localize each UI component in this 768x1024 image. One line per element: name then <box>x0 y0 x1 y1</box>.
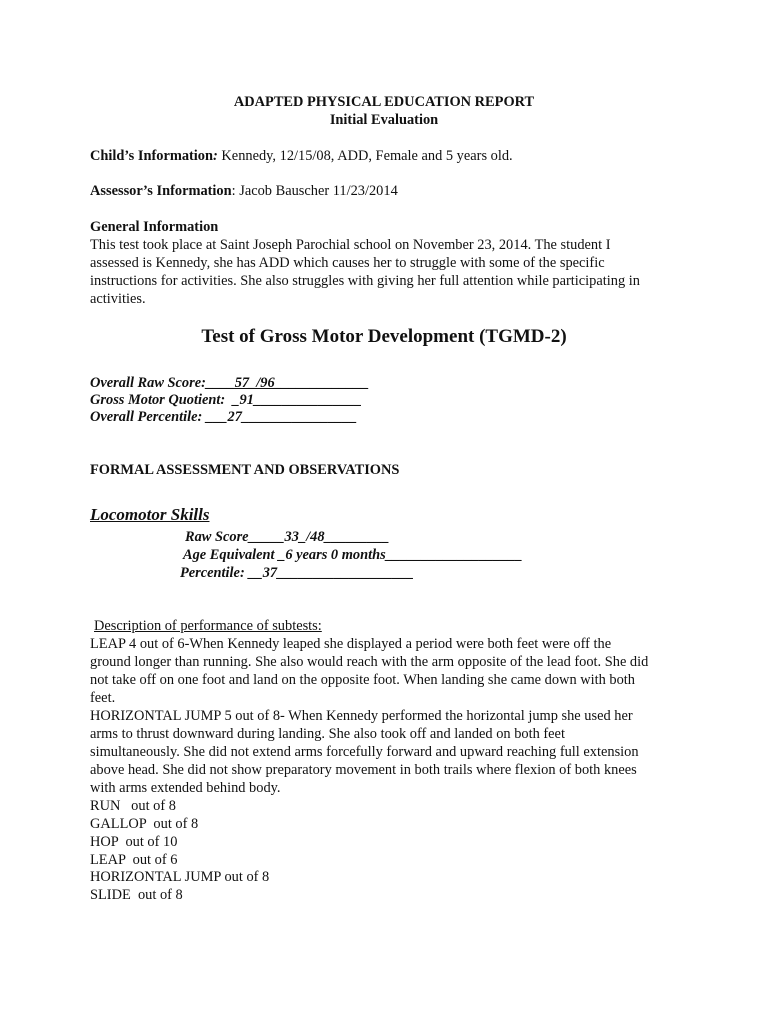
overall-percentile <box>90 408 357 426</box>
locomotor-raw-score <box>185 528 389 546</box>
gross-motor-quotient-label: Gross Motor Quotient: <box>90 392 226 408</box>
overall-percentile-value: ___27________________ <box>205 409 358 425</box>
general-info-heading: General Information <box>90 219 219 235</box>
child-information <box>90 147 513 165</box>
subtest-slide: SLIDE out of 8 <box>90 887 183 903</box>
description-line: above head. She did not show preparatory movement in both trails where flexion of both knees <box>90 762 637 778</box>
general-info-line: activities. <box>90 291 146 307</box>
report-subtitle: Initial Evaluation <box>329 112 439 128</box>
description-line: LEAP 4 out of 6-When Kennedy leaped she displayed a period were both feet were off the <box>90 636 612 652</box>
locomotor-age-equivalent-label: Age Equivalent <box>183 547 275 563</box>
description-line: not take off on one foot and land on the opposite foot. When landing she came down with both <box>90 672 636 688</box>
general-info-line: instructions for activities. She also struggles with giving her full attention while participating in <box>90 273 640 289</box>
locomotor-age-equivalent-value: _6 years 0 months___________________ <box>278 547 523 563</box>
overall-raw-score-value: ____57_/96_____________ <box>205 375 369 391</box>
subtest-gallop: GALLOP out of 8 <box>90 816 199 832</box>
locomotor-age-equivalent <box>183 546 522 564</box>
gross-motor-quotient-value: _91_______________ <box>232 392 362 408</box>
assessor-info-value: : Jacob Bauscher 11/23/2014 <box>231 183 398 199</box>
locomotor-raw-score-value: _____33_/48_________ <box>248 529 390 545</box>
overall-raw-score <box>90 374 368 392</box>
child-info-value: Kennedy, 12/15/08, ADD, Female and 5 years old. <box>217 148 513 164</box>
locomotor-raw-score-label: Raw Score <box>185 529 249 545</box>
locomotor-percentile-label: Percentile: <box>180 565 245 581</box>
locomotor-percentile-value: __37___________________ <box>248 565 414 581</box>
description-line: simultaneously. She did not extend arms forcefully forward and upward reaching full extension <box>90 744 639 760</box>
description-line: ground longer than running. She also would reach with the arm opposite of the lead foot. She did <box>90 654 649 670</box>
general-info-line: assessed is Kennedy, she has ADD which causes her to struggle with some of the specific <box>90 255 605 271</box>
assessor-information <box>90 182 398 200</box>
report-title: ADAPTED PHYSICAL EDUCATION REPORT <box>233 94 535 110</box>
overall-percentile-label: Overall Percentile: <box>90 409 203 425</box>
assessor-info-label: Assessor’s Information <box>90 183 232 199</box>
child-info-label: Child’s Information <box>90 148 214 164</box>
locomotor-skills-heading: Locomotor Skills <box>90 505 210 524</box>
subtest-horizontal-jump: HORIZONTAL JUMP out of 8 <box>90 869 270 885</box>
description-line: arms to thrust downward during landing. She also took off and landed on both feet <box>90 726 565 742</box>
subtest-leap: LEAP out of 6 <box>90 852 178 868</box>
description-line: HORIZONTAL JUMP 5 out of 8- When Kennedy performed the horizontal jump she used her <box>90 708 633 724</box>
subtest-hop: HOP out of 10 <box>90 834 178 850</box>
description-line: feet. <box>90 690 116 706</box>
child-info-colon: : <box>213 148 218 164</box>
locomotor-percentile <box>180 564 414 582</box>
description-line: with arms extended behind body. <box>90 780 281 796</box>
overall-raw-score-label: Overall Raw Score: <box>90 375 206 391</box>
general-info-line: This test took place at Saint Joseph Parochial school on November 23, 2014. The student I <box>90 237 611 253</box>
gross-motor-quotient <box>90 391 362 409</box>
subtest-run: RUN out of 8 <box>90 798 176 814</box>
formal-assessment-heading: FORMAL ASSESSMENT AND OBSERVATIONS <box>90 462 400 478</box>
test-title: Test of Gross Motor Development (TGMD-2) <box>201 326 567 347</box>
description-heading: Description of performance of subtests: <box>94 618 322 634</box>
